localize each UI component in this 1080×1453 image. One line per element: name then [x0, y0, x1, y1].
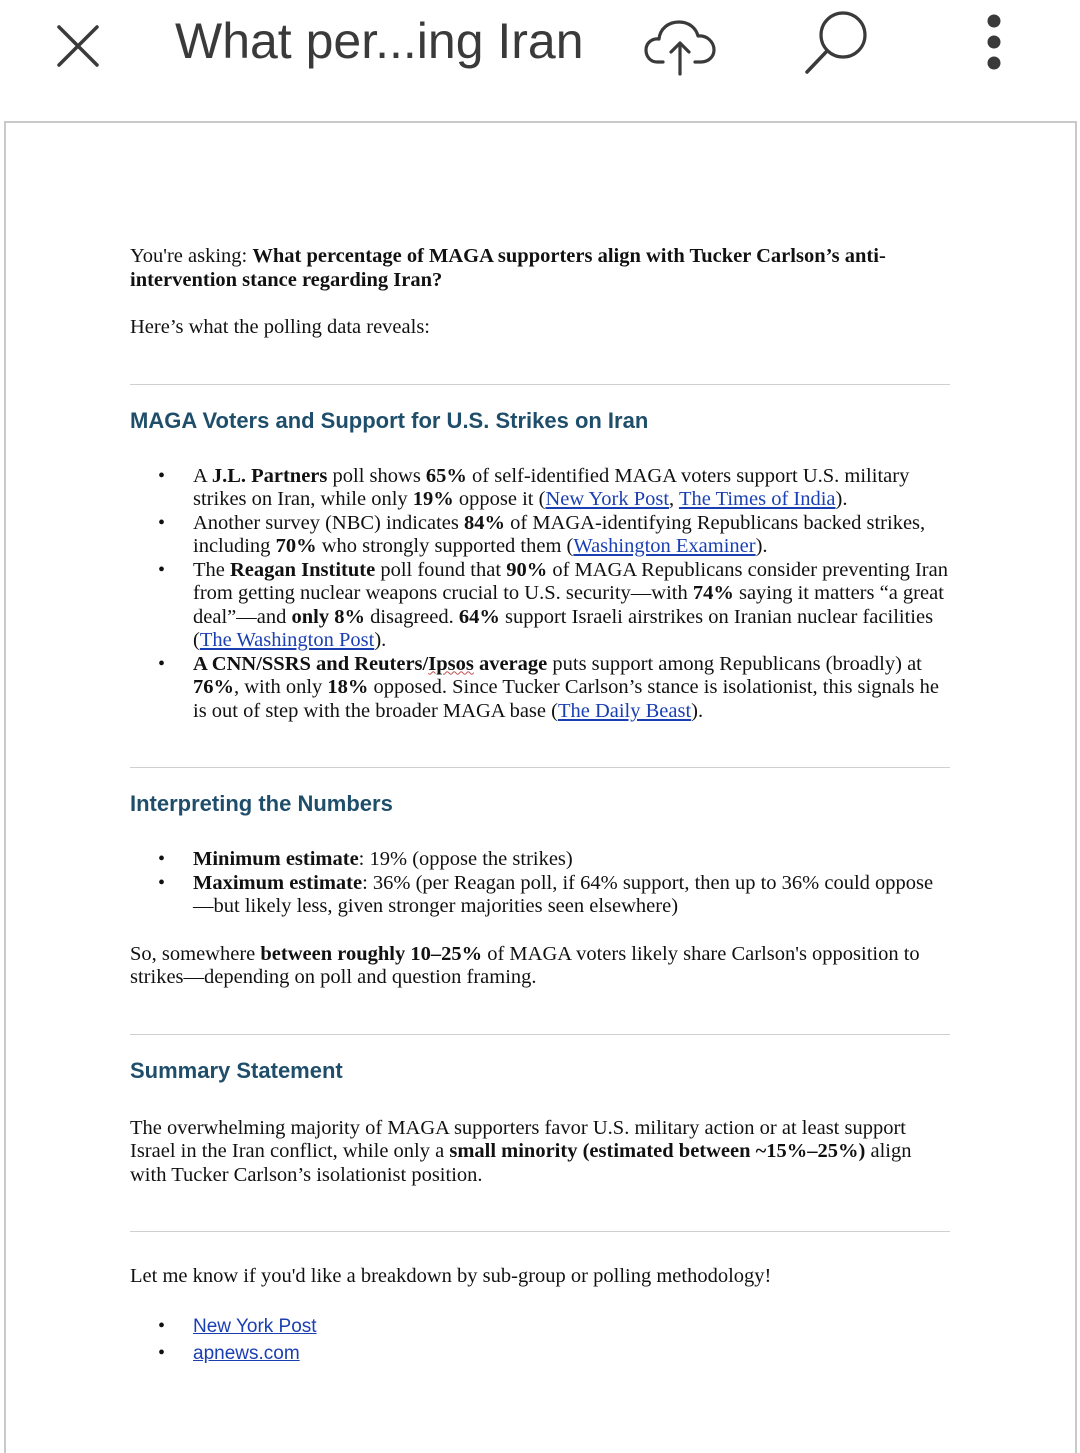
close-icon: [52, 18, 106, 72]
cloud-upload-icon: [643, 14, 717, 78]
source-link[interactable]: Washington Examiner: [573, 535, 756, 557]
section-heading: MAGA Voters and Support for U.S. Strikes on Iran: [130, 407, 649, 433]
list-item: • A CNN/SSRS and Reuters/Ipsos average puts support among Republicans (broadly) at 76%, with only 18% opposed. Since Tucker Carlson’s stance is isolationist, this signals he is out of step with the broader MAGA base (The Daily Beast).: [130, 653, 950, 724]
sources-list: [130, 1313, 950, 1367]
poll-list: [130, 465, 950, 724]
list-item: [130, 1313, 950, 1340]
summary-paragraph: The overwhelming majority of MAGA supporters favor U.S. military action or at least support Israel in the Iran conflict, while only a small minority (estimated between ~15%–25%) align with Tucker Carlson’s isolationist position.: [130, 1116, 912, 1186]
divider: [130, 1231, 950, 1232]
section-heading: Interpreting the Numbers: [130, 791, 393, 816]
section-heading: Summary Statement: [130, 1057, 343, 1083]
source-link[interactable]: The Daily Beast: [557, 699, 692, 722]
divider: [130, 767, 950, 768]
source-link[interactable]: apnews.com: [193, 1342, 300, 1364]
estimate-summary: So, somewhere between roughly 10–25% of MAGA voters likely share Carlson's opposition to strikes—depending on poll and question framing.: [130, 942, 920, 988]
asking-label: You're asking:: [130, 245, 248, 267]
source-link[interactable]: New York Post: [545, 488, 670, 510]
list-item: • Another survey (NBC) indicates 84% of MAGA-identifying Republicans backed strikes, including 70% who strongly supported them (Washington Examiner).: [130, 512, 950, 559]
search-icon: [800, 8, 874, 80]
list-item: • The Reagan Institute poll found that 90% of MAGA Republicans consider preventing Iran from getting nuclear weapons crucial to U.S. security—with 74% saying it matters “a great deal”—and only 8% disagreed. 64% support Israeli airstrikes on Iranian nuclear facilities (The Washington Post).: [130, 559, 950, 653]
more-options-button[interactable]: [980, 12, 1010, 76]
close-button[interactable]: [52, 18, 106, 72]
source-link[interactable]: The Times of India: [678, 488, 836, 510]
list-item: • A J.L. Partners poll shows 65% of self-identified MAGA voters support U.S. military strikes on Iran, while only 19% oppose it (New York Post, The Times of India).: [130, 465, 950, 512]
search-button[interactable]: [800, 8, 874, 80]
list-item: • Minimum estimate: 19% (oppose the strikes): [130, 848, 950, 872]
estimates-list: [130, 848, 950, 919]
app-toolbar: [0, 0, 1080, 110]
document-title: What per...ing Iran: [175, 13, 584, 69]
source-link[interactable]: The Washington Post: [199, 629, 375, 651]
divider: [130, 384, 950, 385]
list-item: [130, 1340, 950, 1367]
closing-text: Let me know if you'd like a breakdown by sub-group or polling methodology!: [130, 1265, 772, 1287]
list-item: • Maximum estimate: 36% (per Reagan poll, if 64% support, then up to 36% could oppose—but likely less, given stronger majorities seen elsewhere): [130, 872, 950, 919]
question-text: What percentage of MAGA supporters align with Tucker Carlson’s anti-intervention stance regarding Iran?: [130, 245, 886, 291]
more-vertical-icon: [980, 12, 1010, 76]
divider: [130, 1034, 950, 1035]
cloud-upload-button[interactable]: [643, 14, 717, 78]
intro-question: [130, 245, 950, 292]
source-link[interactable]: New York Post: [193, 1315, 317, 1337]
document-content: [130, 245, 950, 1367]
intro-lead: Here’s what the polling data reveals:: [130, 316, 430, 338]
